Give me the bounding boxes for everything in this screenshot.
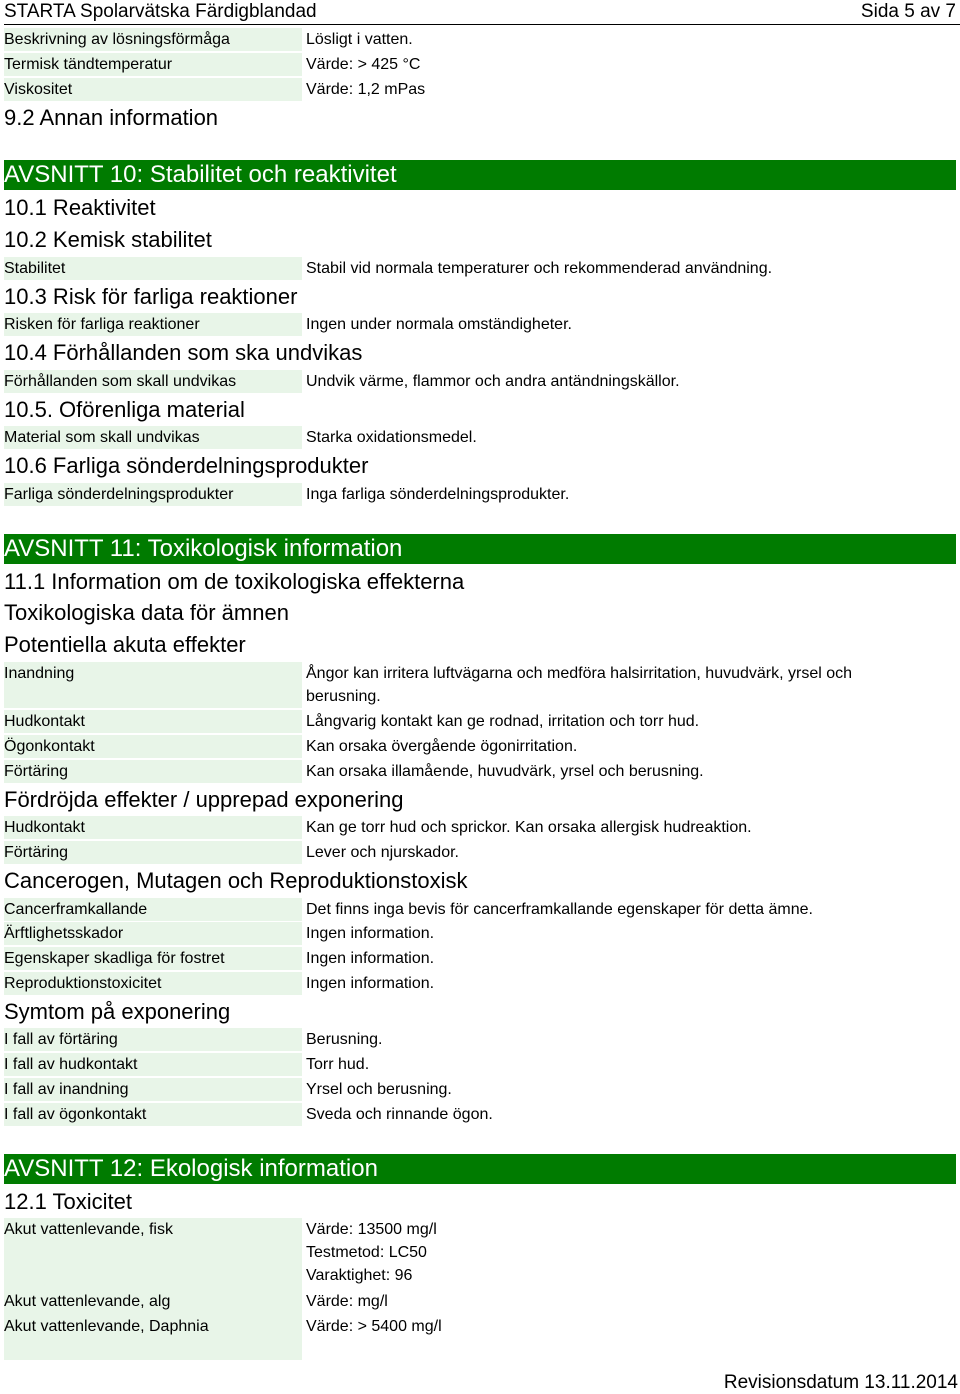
property-label: I fall av inandning <box>4 1078 302 1101</box>
property-row <box>4 313 960 336</box>
property-label: Hudkontakt <box>4 710 302 733</box>
property-label: Akut vattenlevande, Daphnia <box>4 1318 209 1335</box>
property-value: Värde: mg/l <box>306 1293 388 1310</box>
property-value: Lever och njurskador. <box>306 844 459 861</box>
subsection-heading: Cancerogen, Mutagen och Reproduktionstoxisk <box>4 868 468 893</box>
section-11-header: AVSNITT 11: Toxikologisk information <box>4 534 956 564</box>
property-value: Berusning. <box>306 1031 383 1048</box>
property-label: Akut vattenlevande, alg <box>4 1293 171 1310</box>
property-label: Ärftlighetsskador <box>4 922 302 945</box>
section-12-header: AVSNITT 12: Ekologisk information <box>4 1154 956 1184</box>
property-label: Viskositet <box>4 78 302 101</box>
revision-date: Revisionsdatum 13.11.2014 <box>723 1372 958 1393</box>
subsection-heading: 10.5. Oförenliga material <box>4 397 245 422</box>
property-value: Ingen information. <box>306 975 435 992</box>
section-10-header: AVSNITT 10: Stabilitet och reaktivitet <box>4 160 956 190</box>
property-value: Ingen information. <box>306 950 435 967</box>
property-row <box>4 1290 960 1313</box>
property-value-line: Ångor kan irritera luftvägarna och medföra halsirritation, huvudvärk, yrsel och <box>306 665 853 682</box>
subsection-heading: Symtom på exponering <box>4 999 231 1024</box>
property-value-line: Värde: 13500 mg/l <box>306 1221 437 1238</box>
property-value-line: berusning. <box>306 688 381 705</box>
property-label: Ögonkontakt <box>4 735 302 758</box>
property-row <box>4 735 960 758</box>
property-label: Förtäring <box>4 841 302 864</box>
property-row <box>4 662 960 708</box>
property-label: Förtäring <box>4 760 302 783</box>
property-label: I fall av förtäring <box>4 1028 302 1051</box>
property-row <box>4 760 960 783</box>
property-value: Det finns inga bevis för cancerframkallande egenskaper för detta ämne. <box>306 901 813 918</box>
property-row <box>4 922 960 945</box>
property-row <box>4 78 960 101</box>
property-value: Yrsel och berusning. <box>306 1081 452 1098</box>
property-label: Material som skall undvikas <box>4 426 302 449</box>
property-value: Lösligt i vatten. <box>306 31 413 48</box>
property-value: Inga farliga sönderdelningsprodukter. <box>306 486 570 503</box>
property-row <box>4 972 960 995</box>
property-row <box>4 28 960 51</box>
subsection-heading: Toxikologiska data för ämnen <box>4 600 289 625</box>
subsection-heading: 10.2 Kemisk stabilitet <box>4 227 212 252</box>
property-row <box>4 483 960 506</box>
subsection-heading: 10.3 Risk för farliga reaktioner <box>4 284 298 309</box>
property-label: Beskrivning av lösningsförmåga <box>4 28 302 51</box>
property-row <box>4 1315 960 1338</box>
header-rule <box>4 24 960 25</box>
property-value: Sveda och rinnande ögon. <box>306 1106 493 1123</box>
property-value: Torr hud. <box>306 1056 370 1073</box>
subsection-heading: 12.1 Toxicitet <box>4 1189 133 1214</box>
property-label: Risken för farliga reaktioner <box>4 313 302 336</box>
property-value: Starka oxidationsmedel. <box>306 429 477 446</box>
property-value-line: Varaktighet: 96 <box>306 1267 413 1284</box>
property-row <box>4 947 960 970</box>
property-value-line: Testmetod: LC50 <box>306 1244 427 1261</box>
property-row <box>4 1028 960 1051</box>
property-label: Akut vattenlevande, fisk <box>4 1221 173 1238</box>
property-value: Undvik värme, flammor och andra antändningskällor. <box>306 373 680 390</box>
property-row <box>4 841 960 864</box>
property-value <box>306 662 958 708</box>
property-label: Cancerframkallande <box>4 898 302 921</box>
subsection-heading: 10.1 Reaktivitet <box>4 195 156 220</box>
property-label: I fall av ögonkontakt <box>4 1103 302 1126</box>
property-row <box>4 898 960 921</box>
property-row <box>4 1103 960 1126</box>
property-row <box>4 1053 960 1076</box>
property-value: Värde: > 425 °C <box>306 56 421 73</box>
property-label: Termisk tändtemperatur <box>4 53 302 76</box>
property-value: Långvarig kontakt kan ge rodnad, irritation och torr hud. <box>306 713 700 730</box>
subsection-heading: 9.2 Annan information <box>4 105 219 130</box>
property-label: Farliga sönderdelningsprodukter <box>4 483 302 506</box>
property-row <box>4 370 960 393</box>
property-value: Värde: > 5400 mg/l <box>306 1318 442 1335</box>
document-title: STARTA Spolarvätska Färdigblandad <box>4 1 317 22</box>
subsection-heading: 10.4 Förhållanden som ska undvikas <box>4 340 363 365</box>
subsection-heading: 11.1 Information om de toxikologiska effekterna <box>4 569 465 594</box>
property-label: Hudkontakt <box>4 816 302 839</box>
property-label: Stabilitet <box>4 257 302 280</box>
property-value: Kan orsaka illamående, huvudvärk, yrsel och berusning. <box>306 763 704 780</box>
property-value: Värde: 1,2 mPas <box>306 81 426 98</box>
property-value: Ingen information. <box>306 925 435 942</box>
property-label: Förhållanden som skall undvikas <box>4 370 302 393</box>
property-value: Stabil vid normala temperaturer och rekommenderad användning. <box>306 260 773 277</box>
property-row <box>4 426 960 449</box>
property-value: Kan ge torr hud och sprickor. Kan orsaka allergisk hudreaktion. <box>306 819 752 836</box>
property-row <box>4 1078 960 1101</box>
property-row <box>4 53 960 76</box>
property-value: Kan orsaka övergående ögonirritation. <box>306 738 578 755</box>
subsection-heading: Fördröjda effekter / upprepad exponering <box>4 787 404 812</box>
subsection-heading: 10.6 Farliga sönderdelningsprodukter <box>4 453 369 478</box>
property-value <box>306 1218 958 1287</box>
page-number: Sida 5 av 7 <box>860 1 956 22</box>
property-row <box>4 816 960 839</box>
property-label: Inandning <box>4 662 302 708</box>
property-row <box>4 710 960 733</box>
property-label: I fall av hudkontakt <box>4 1053 302 1076</box>
property-label: Egenskaper skadliga för fostret <box>4 947 302 970</box>
subsection-heading: Potentiella akuta effekter <box>4 632 246 657</box>
property-row <box>4 257 960 280</box>
property-label: Reproduktionstoxicitet <box>4 972 302 995</box>
property-row <box>4 1218 960 1288</box>
property-value: Ingen under normala omständigheter. <box>306 316 572 333</box>
